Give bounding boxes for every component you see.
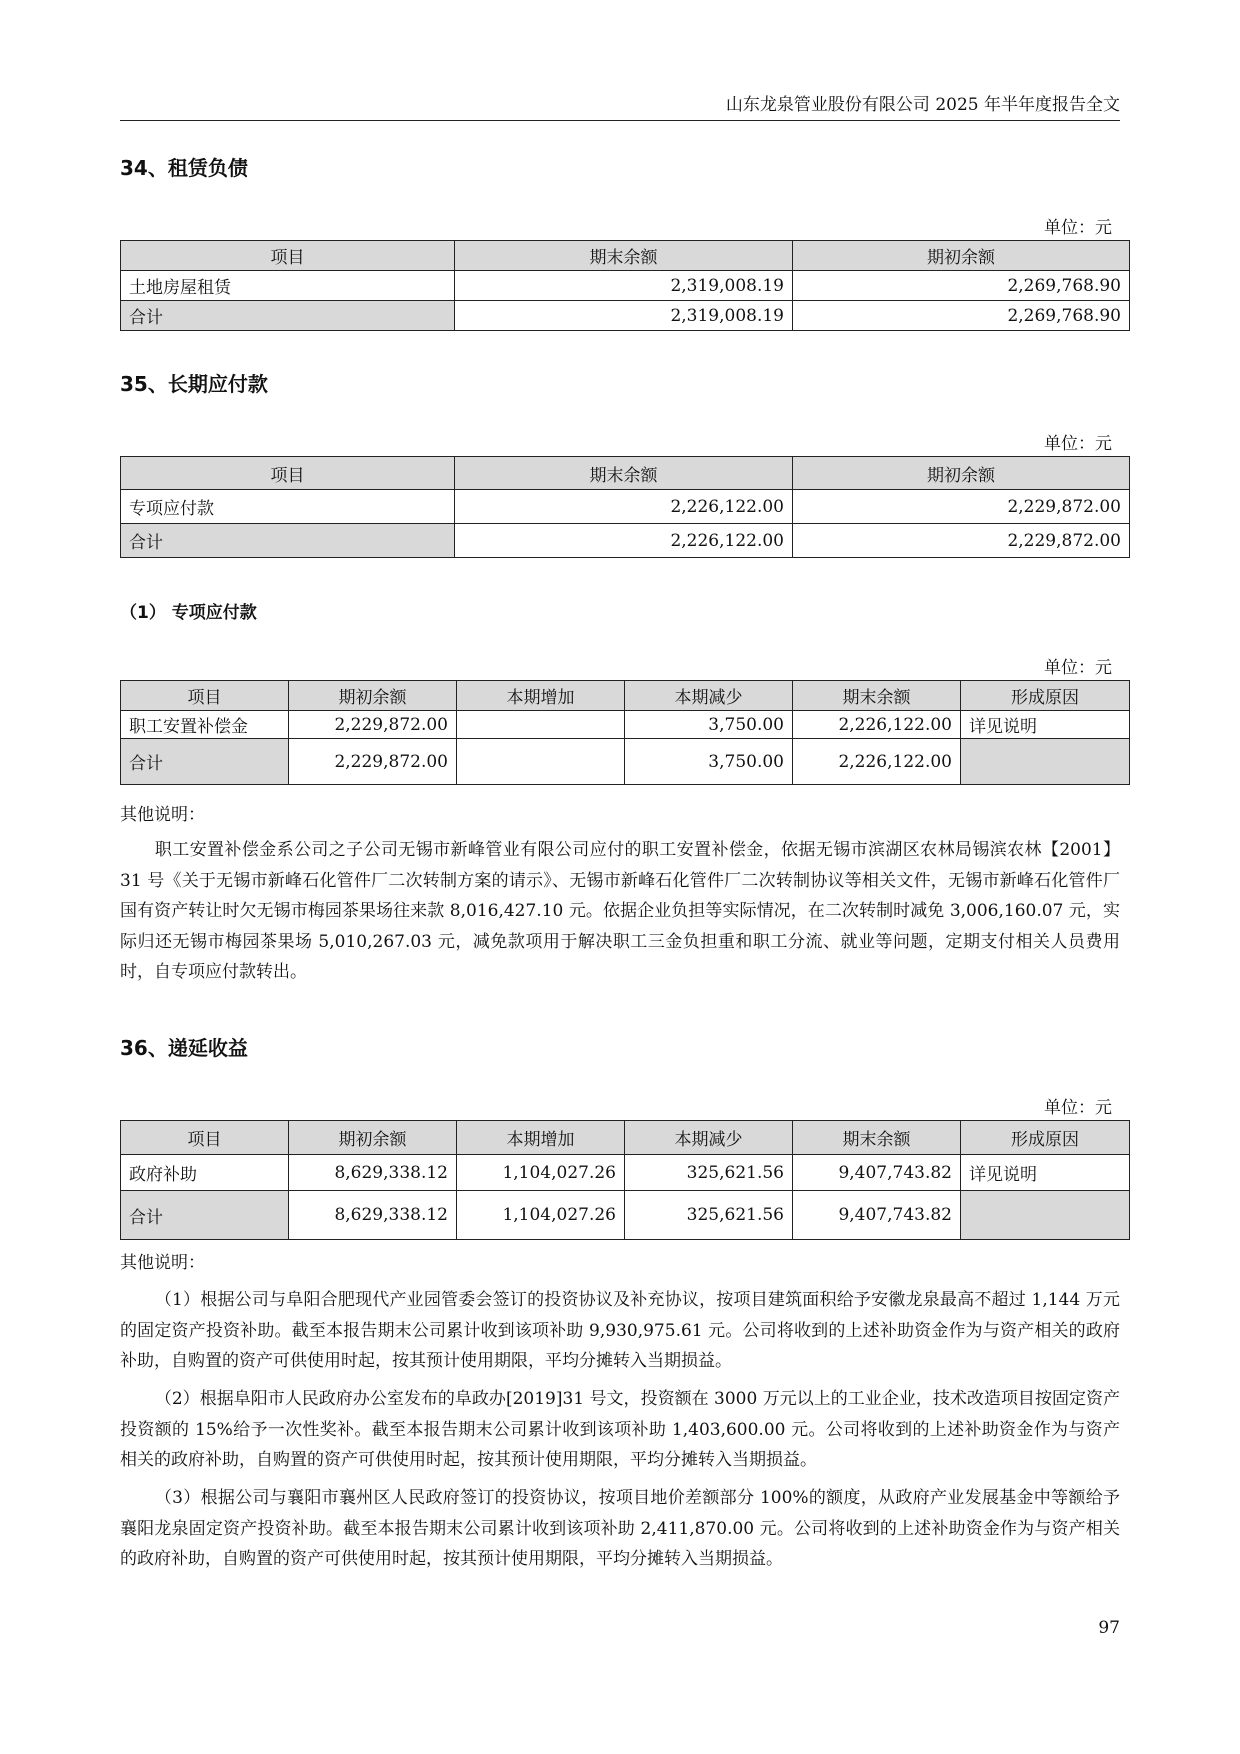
table-cell [961, 739, 1130, 785]
col-header: 本期增加 [457, 681, 625, 711]
table-row [121, 1155, 1130, 1191]
col-header: 期末余额 [793, 681, 961, 711]
col-header: 期初余额 [289, 1121, 457, 1155]
note-paragraph-2: （2）根据阜阳市人民政府办公室发布的阜政办[2019]31 号文，投资额在 3000 万元以上的工业企业，技术改造项目按固定资产投资额的 15%给予一次性奖补。截至本报告期末公司累计收到该项补助 1,403,600.00 元。公司将收到的上述补助资金作为与资产相关的政府补助，自购置的资产可供使用时起，按其预计使用期限，平均分摊转入当期损益。 [120, 1389, 1120, 1470]
table-header-row [121, 241, 1130, 271]
table-total-row [121, 739, 1130, 785]
col-header: 本期减少 [625, 681, 793, 711]
table-cell [961, 1191, 1130, 1240]
note-paragraph-1: （1）根据公司与阜阳合肥现代产业园管委会签订的投资协议及补充协议，按项目建筑面积给予安徽龙泉最高不超过 1,144 万元的固定资产投资补助。截至本报告期末公司累计收到该项补助 9,930,975.61 元。公司将收到的上述补助资金作为与资产相关的政府补助，自购置的资产可供使用时起，按其预计使用期限，平均分摊转入当期损益。 [120, 1290, 1120, 1371]
table-cell: 325,621.56 [625, 1191, 793, 1240]
table-cell: 专项应付款 [121, 490, 455, 524]
table-cell: 325,621.56 [625, 1155, 793, 1191]
col-header: 期末余额 [455, 241, 793, 271]
table-cell: 合计 [121, 739, 289, 785]
col-header: 项目 [121, 1121, 289, 1155]
section-35-unit: 单位：元 [1044, 434, 1112, 454]
special-payables-table [120, 680, 1130, 785]
table-cell [457, 739, 625, 785]
table-cell: 2,226,122.00 [793, 739, 961, 785]
table-cell: 2,229,872.00 [289, 711, 457, 739]
table-cell: 合计 [121, 524, 455, 558]
table-header-row [121, 1121, 1130, 1155]
table-cell: 2,319,008.19 [455, 301, 793, 331]
table-cell: 3,750.00 [625, 739, 793, 785]
other-notes-label: 其他说明： [120, 1253, 205, 1273]
col-header: 形成原因 [961, 681, 1130, 711]
table-cell: 2,229,872.00 [793, 524, 1130, 558]
col-header: 期初余额 [289, 681, 457, 711]
note-paragraph: 职工安置补偿金系公司之子公司无锡市新峰管业有限公司应付的职工安置补偿金，依据无锡市滨湖区农林局锡滨农林【2001】31 号《关于无锡市新峰石化管件厂二次转制方案的请示》、无锡市新峰石化管件厂二次转制协议等相关文件，无锡市新峰石化管件厂国有资产转让时欠无锡市梅园茶果场往来款 8,016,427.10 元。依据企业负担等实际情况，在二次转制时减免 3,006,160.07 元，实际归还无锡市梅园茶果场 5,010,267.03 元，减免款项用于解决职工三金负担重和职工分流、就业等问题，定期支付相关人员费用时，自专项应付款转出。 [120, 840, 1120, 982]
table-cell: 合计 [121, 301, 455, 331]
col-header: 期初余额 [793, 457, 1130, 490]
table-cell: 2,269,768.90 [793, 271, 1130, 301]
note-paragraph-3: （3）根据公司与襄阳市襄州区人民政府签订的投资协议，按项目地价差额部分 100%的额度，从政府产业发展基金中等额给予襄阳龙泉固定资产投资补助。截至本报告期末公司累计收到该项补助 2,411,870.00 元。公司将收到的上述补助资金作为与资产相关的政府补助，自购置的资产可供使用时起，按其预计使用期限，平均分摊转入当期损益。 [120, 1488, 1120, 1569]
table-cell: 2,229,872.00 [793, 490, 1130, 524]
section-34-title: 34、租赁负债 [120, 156, 248, 180]
col-header: 项目 [121, 457, 455, 490]
lease-liability-table [120, 240, 1130, 331]
col-header: 期末余额 [455, 457, 793, 490]
table-cell: 1,104,027.26 [457, 1155, 625, 1191]
table-cell: 9,407,743.82 [793, 1155, 961, 1191]
col-header: 期初余额 [793, 241, 1130, 271]
table-cell: 8,629,338.12 [289, 1155, 457, 1191]
col-header: 项目 [121, 681, 289, 711]
section-36-unit: 单位：元 [1044, 1098, 1112, 1118]
table-cell: 2,226,122.00 [455, 490, 793, 524]
table-cell: 2,319,008.19 [455, 271, 793, 301]
subsection-title: （1） 专项应付款 [120, 603, 257, 623]
col-header: 形成原因 [961, 1121, 1130, 1155]
table-total-row [121, 301, 1130, 331]
table-row [121, 271, 1130, 301]
table-cell: 1,104,027.26 [457, 1191, 625, 1240]
col-header: 本期增加 [457, 1121, 625, 1155]
section-34-unit: 单位：元 [1044, 218, 1112, 238]
subsection-unit: 单位：元 [1044, 658, 1112, 678]
col-header: 期末余额 [793, 1121, 961, 1155]
table-cell: 职工安置补偿金 [121, 711, 289, 739]
page-header [120, 86, 1120, 121]
table-cell: 2,269,768.90 [793, 301, 1130, 331]
table-cell: 3,750.00 [625, 711, 793, 739]
table-cell: 2,226,122.00 [455, 524, 793, 558]
table-total-row [121, 1191, 1130, 1240]
table-cell: 8,629,338.12 [289, 1191, 457, 1240]
table-cell: 土地房屋租赁 [121, 271, 455, 301]
col-header: 项目 [121, 241, 455, 271]
deferred-income-table [120, 1120, 1130, 1240]
table-cell: 2,226,122.00 [793, 711, 961, 739]
table-cell: 合计 [121, 1191, 289, 1240]
table-cell: 9,407,743.82 [793, 1191, 961, 1240]
other-notes-label: 其他说明： [120, 805, 205, 825]
table-header-row [121, 681, 1130, 711]
section-35-title: 35、长期应付款 [120, 372, 268, 396]
long-term-payables-table [120, 456, 1130, 558]
page-number: 97 [1098, 1618, 1120, 1638]
table-cell [457, 711, 625, 739]
table-cell: 2,229,872.00 [289, 739, 457, 785]
table-cell: 详见说明 [961, 711, 1130, 739]
table-header-row [121, 457, 1130, 490]
table-row [121, 490, 1130, 524]
table-row [121, 711, 1130, 739]
section-36-title: 36、递延收益 [120, 1036, 248, 1060]
col-header: 本期减少 [625, 1121, 793, 1155]
table-cell: 政府补助 [121, 1155, 289, 1191]
table-total-row [121, 524, 1130, 558]
table-cell: 详见说明 [961, 1155, 1130, 1191]
header-title: 山东龙泉管业股份有限公司 2025 年半年度报告全文 [725, 95, 1120, 115]
